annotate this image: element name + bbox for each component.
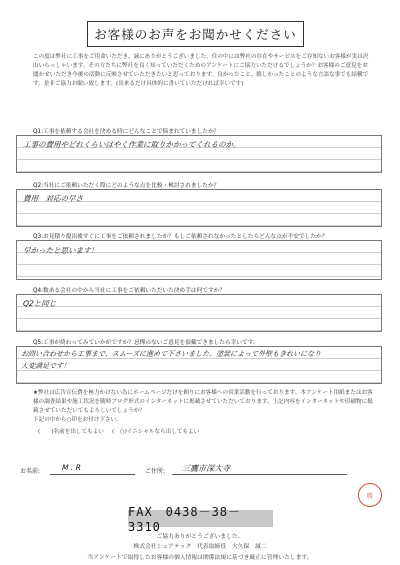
name-underline — [50, 474, 135, 475]
fax-number: FAX 0438－38－3310 — [128, 510, 273, 527]
address-value: 三鷹市深大寺 — [181, 464, 231, 473]
question-4-label: Q4:数ある会社の中から当社に工事をご依頼いただいた決め手は何ですか？ — [33, 288, 226, 294]
answer-box-1 — [16, 135, 382, 173]
publication-note: ★弊社は広告宣伝費を極力かけない為にホームページだけを頼りにお客様への営業活動を行っております。本アンケート用紙またはお客様の調査結果や施工状況を随時ブログ形式のインターネットに掲載させていただいております。上記内容をインターネットや印刷物に掲載させていただいてもよろしいでしょうか？ — [33, 390, 373, 414]
answer-box-3 — [16, 240, 382, 280]
question-3-label: Q3:お見積り提出後すぐに工事をご依頼されましたか？もしご依頼されなかったとしたらどんな点が不安でしたか？ — [33, 234, 328, 240]
address-underline — [172, 474, 347, 475]
question-1-label: Q1:工事を依頼する会社を決める時にどんなことで悩まれていましたか？ — [33, 129, 220, 135]
page-title: お客様のお声をお聞かせください — [87, 21, 304, 47]
option-initials: ( ○)イニシャルなら出してもよい — [112, 429, 200, 435]
answer-box-5 — [16, 346, 382, 384]
privacy-note: 当アンケートで取得したお客様の個人情報は関係法規に基づき厳正に管理いたします。 — [87, 555, 313, 561]
answer-box-4 — [16, 294, 382, 332]
option-full-name: ( )名前を出してもよい — [38, 429, 104, 435]
name-value: M . R — [61, 463, 82, 472]
question-2-label: Q2:当社にご依頼いただく際にどのような点を比較・検討されましたか？ — [33, 183, 220, 189]
answer-1-text: 工事の費用やどれくらいはやく作業に取りかかってくれるのか。 — [22, 140, 241, 149]
name-label: お名前: — [20, 468, 41, 475]
answer-2-text: 費用 対応の早さ — [22, 194, 84, 203]
answer-3-text: 早かったと思います！ — [22, 246, 99, 255]
answer-5-line-1: お問い合わせから工事まで、スムーズに進めて下さいました。塗装によって外壁もきれいになり — [20, 350, 322, 358]
answer-box-2 — [16, 189, 382, 227]
answer-5-line-2: 大変満足です！ — [20, 362, 71, 370]
intro-text: この度は弊社に工事をご用命いただき、誠にありがとうございました。住の中には弊社の存在やサービスをご存知ないお客様が実は沢山いらっしゃいます。その方たちに弊社を良く知っていただくためのアンケートにご協力いただけるでしょうか？お客様のご意見をお聞かせいただき今後の活動に反映させていただきたいと思っております。良かったこと、嬉しかったことのような言語な事でも結構です。是非ご協力お願い致します。(出来るだけ具体的に書いていただければ幸いです) — [33, 54, 369, 87]
thanks-text: ご協力ありがとうございました。 — [156, 534, 244, 540]
company-name: 株式会社シェアテック 代表取締役 大久保 誠二 — [133, 544, 267, 550]
select-prompt: 下記の中から○印をお付け下さい。 — [33, 417, 122, 423]
answer-4-text: Q2と同じ — [22, 299, 57, 308]
company-seal: 勝 — [358, 483, 382, 507]
address-label: ご住所: — [145, 468, 166, 475]
question-5-label: Q5:工事が終わってみていかがですか？忌憚のないご意見を頂戴できましたら幸いです。 — [33, 340, 259, 346]
